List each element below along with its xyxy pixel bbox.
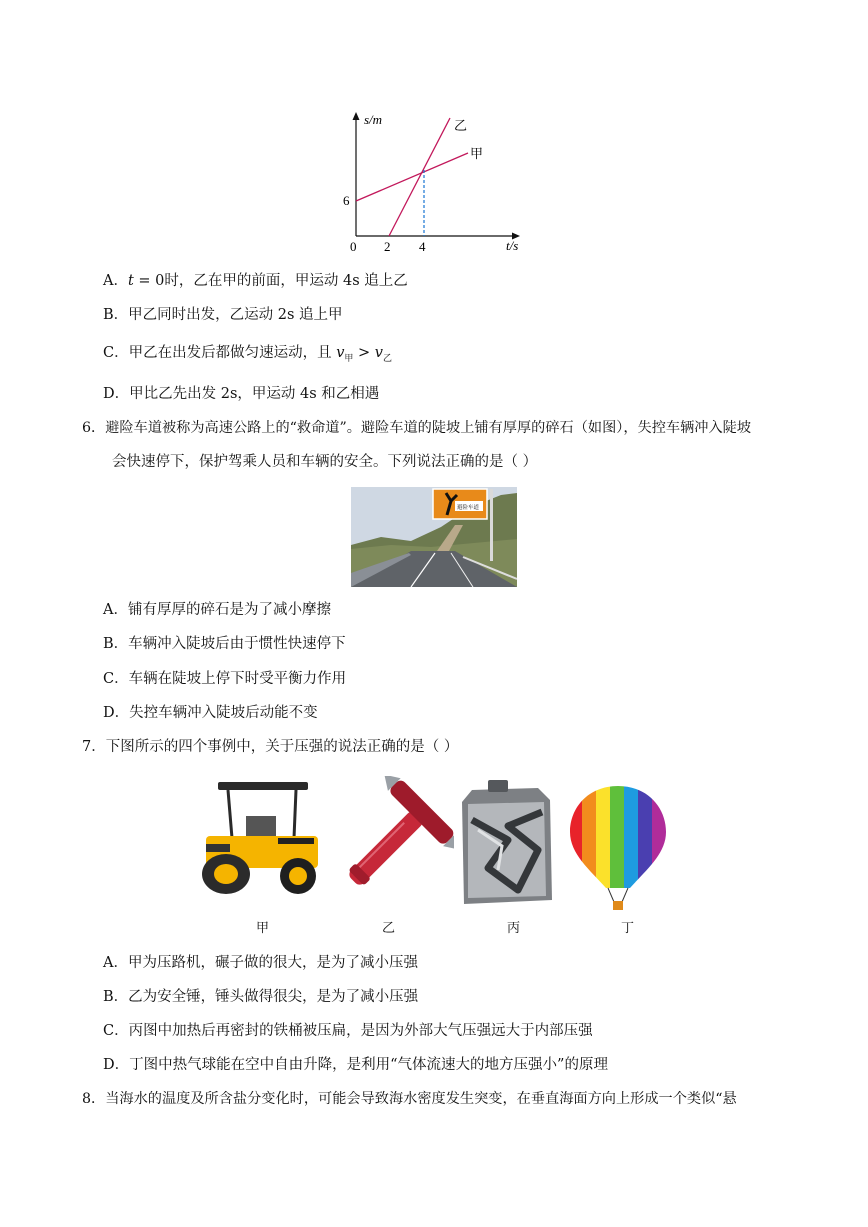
q6-option-b: B．车辆冲入陡坡后由于惯性快速停下 [103, 636, 346, 652]
q5-option-d: D．甲比乙先出发 2s，甲运动 4s 和乙相遇 [103, 386, 380, 402]
x-tick-2: 2 [384, 239, 391, 254]
caption-bing: 丙 [507, 921, 521, 936]
crushed-can-image [458, 780, 556, 908]
q5-option-b: B．甲乙同时出发，乙运动 2s 追上甲 [103, 307, 343, 323]
x-tick-4: 4 [419, 239, 426, 254]
q7-option-c: C．丙图中加热后再密封的铁桶被压扁，是因为外部大气压强远大于内部压强 [103, 1023, 593, 1039]
road-roller-image [198, 778, 326, 896]
x-tick-0: 0 [350, 239, 357, 254]
label-yi: 乙 [454, 119, 468, 134]
q5-option-a: A．t = 0时，乙在甲的前面，甲运动 4s 追上乙 [103, 273, 408, 289]
escape-ramp-sign: 避险车道 [457, 505, 480, 511]
q7-option-b: B．乙为安全锤，锤头做得很尖，是为了减小压强 [103, 989, 419, 1005]
y-axis-label: s/m [364, 112, 383, 127]
caption-ding: 丁 [621, 921, 635, 936]
q6-stem-line2: 会快速停下，保护驾乘人员和车辆的安全。下列说法正确的是（ ） [112, 454, 538, 470]
line-yi [389, 118, 450, 236]
escape-ramp-photo [351, 487, 517, 587]
q6-option-d: D．失控车辆冲入陡坡后动能不变 [103, 705, 318, 721]
caption-jia: 甲 [256, 921, 270, 936]
distance-time-graph [330, 108, 540, 256]
q6-option-a: A．铺有厚厚的碎石是为了减小摩擦 [103, 602, 331, 618]
q6-option-c: C．车辆在陡坡上停下时受平衡力作用 [103, 671, 347, 687]
hot-air-balloon-image [568, 784, 668, 914]
q7-option-d: D．丁图中热气球能在空中自由升降，是利用“气体流速大的地方压强小”的原理 [103, 1057, 608, 1073]
x-axis-label: t/s [506, 238, 519, 253]
caption-yi: 乙 [382, 921, 396, 936]
label-jia: 甲 [470, 147, 484, 162]
q7-stem: 7．下图所示的四个事例中，关于压强的说法正确的是（ ） [82, 739, 459, 755]
line-jia [356, 153, 468, 201]
y-tick-6: 6 [343, 193, 350, 208]
q5-option-c: C．甲乙在出发后都做匀速运动，且 $v_甲 > v_乙$ [103, 345, 393, 364]
q6-stem-line1: 6．避险车道被称为高速公路上的“救命道”。避险车道的陡坡上铺有厚厚的碎石（如图），失控车辆冲入陡坡 [82, 420, 752, 436]
q8-stem-line1: 8．当海水的温度及所含盐分变化时，可能会导致海水密度发生突变，在垂直海面方向上形成一个类似“悬 [82, 1091, 737, 1107]
y-axis-arrow [353, 112, 360, 120]
safety-hammer-image [336, 776, 454, 902]
q7-option-a: A．甲为压路机，碾子做的很大，是为了减小压强 [103, 955, 418, 971]
